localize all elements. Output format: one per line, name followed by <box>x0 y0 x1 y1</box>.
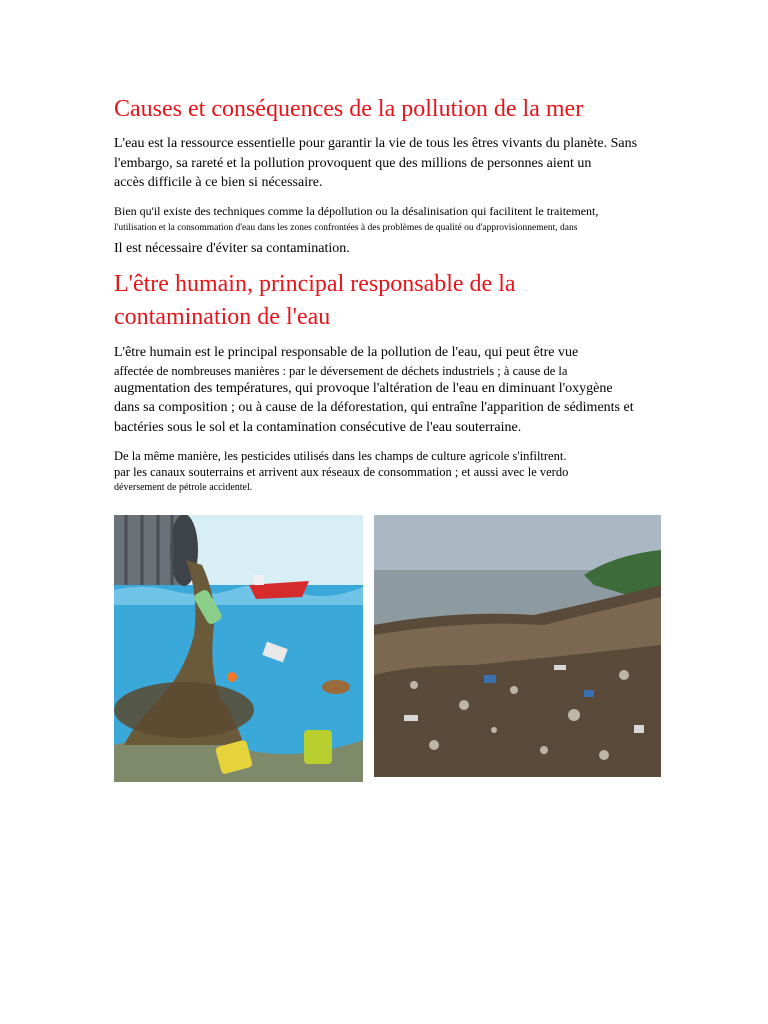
techniques-line-small: l'utilisation et la consommation d'eau dans les zones confrontées à des problèmes de qualité ou d'approvisionnement, dans <box>114 223 578 233</box>
human-line: bactéries sous le sol et la contamination consécutive de l'eau souterraine. <box>114 419 522 435</box>
closing-line: Il est nécessaire d'éviter sa contamination. <box>114 241 350 256</box>
pesticides-line: De la même manière, les pesticides utilisés dans les champs de culture agricole s'infiltrent. <box>114 449 567 463</box>
pesticides-line: par les canaux souterrains et arrivent aux réseaux de consommation ; et aussi avec le verdo <box>114 465 569 479</box>
techniques-line: Bien qu'il existe des techniques comme la dépollution ou la désalinisation qui facilitent le traitement, <box>114 204 599 218</box>
intro-line: l'embargo, sa rareté et la pollution provoquent que des millions de personnes aient un <box>114 155 592 171</box>
human-line: augmentation des températures, qui provoque l'altération de l'eau en diminuant l'oxygène <box>114 380 613 396</box>
intro-line: L'eau est la ressource essentielle pour garantir la vie de tous les êtres vivants du planète. Sans <box>114 136 638 151</box>
intro-paragraph <box>114 134 654 193</box>
pesticides-line: déversement de pétrole accidentel. <box>114 482 253 493</box>
section-title-causes: Causes et conséquences de la pollution de la mer <box>114 96 584 122</box>
intro-line: accès difficile à ce bien si nécessaire. <box>114 175 323 190</box>
human-line: dans sa composition ; ou à cause de la déforestation, qui entraîne l'apparition de sédiments et <box>114 400 634 415</box>
polluted-sea-illustration-icon <box>114 515 363 782</box>
section-title-line: L'être humain, principal responsable de la <box>114 271 516 297</box>
littered-shore-photo-icon <box>374 515 661 777</box>
section-title-human <box>114 268 662 334</box>
techniques-paragraph <box>114 203 662 235</box>
pesticides-paragraph <box>114 448 662 496</box>
human-line: L'être humain est le principal responsable de la pollution de l'eau, qui peut être vue <box>114 345 579 360</box>
human-paragraph <box>114 343 662 437</box>
human-line: affectée de nombreuses manières : par le déversement de déchets industriels ; à cause de la <box>114 363 568 378</box>
section-title-line: contamination de l'eau <box>114 304 331 330</box>
